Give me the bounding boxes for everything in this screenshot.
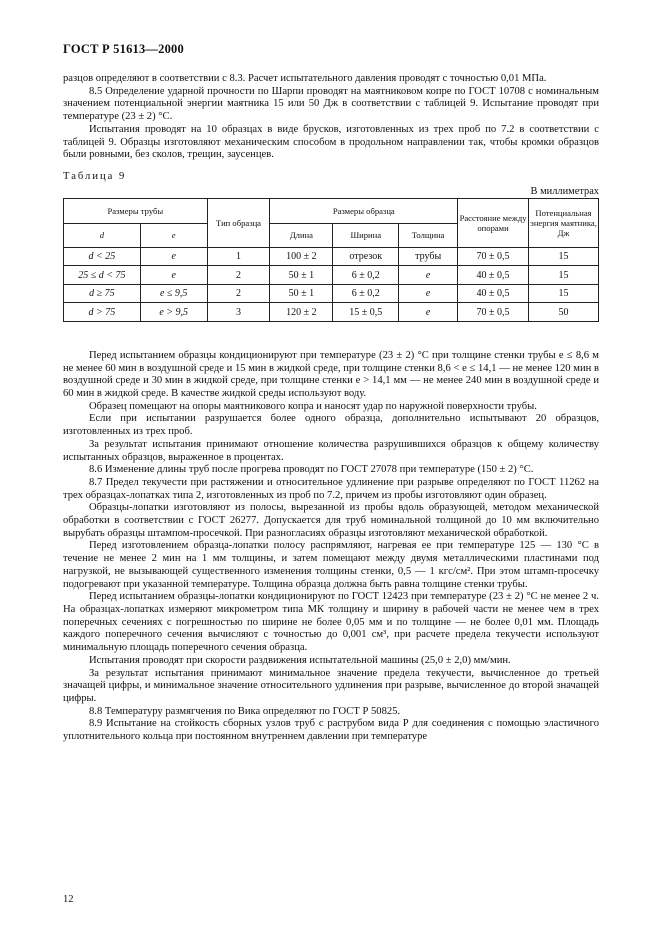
paragraph-8-9: 8.9 Испытание на стойкость сборных узлов труб с раструбом вида Р для соединения с помощью эластичного уплотнительного кольца при постоянном внутреннем давлении при температуре [63, 718, 599, 743]
cell-width: 6 ± 0,2 [333, 284, 399, 303]
paragraph-dumbbell-conditioning: Перед испытанием образцы-лопатки кондиционируют по ГОСТ 12423 при температуре (23 ± 2) °С не менее 2 ч. На образцах-лопатках измеряют микрометром типа МК толщину и ширину в рабочей части не менее чем в трех поперечных сечениях с погрешностью по ширине не более 0,05 мм и по толщине — не более 0,01 мм. Площадь каждого поперечного сечения вычисляют с точностью до 0,001 см³, при расчете предела текучести используют минимальную площадь поперечного сечения образца. [63, 591, 599, 654]
cell-d: d < 25 [64, 247, 141, 266]
table-row [64, 266, 599, 285]
header-distance: Расстояние между опорами [458, 198, 529, 247]
paragraph-8-8: 8.8 Температуру размягчения по Вика определяют по ГОСТ Р 50825. [89, 705, 401, 717]
cell-e: e [140, 266, 207, 285]
body-text [63, 350, 599, 744]
paragraph-8-6: 8.6 Изменение длины труб после прогрева проводят по ГОСТ 27078 при температуре (150 ± 2) °С. [89, 464, 534, 476]
paragraph-yield-result: За результат испытания принимают минимальное значение предела текучести, вычисленное до третьей значащей цифры, и минимальное значение относительного удлинения при разрыве, вычисленное до второй значащей цифры. [63, 667, 599, 704]
cell-d: d ≥ 75 [64, 284, 141, 303]
cell-thickness: e [399, 303, 458, 322]
document-page [63, 42, 599, 744]
header-e: e [140, 223, 207, 247]
paragraph-straightening: Перед изготовлением образца-лопатки полосу распрямляют, нагревая ее при температуре 125 — 130 °С в течение не менее 2 мин на 1 мм толщины, и затем помещают между двумя металлическими пластинами под нагрузкой, не вызывающей существенного изменения толщины стенки, 0,5 — 1 кгс/см². При этом штамп-просечку подогревают при указанной температуре. Толщина образца должна быть равна толщине стенки трубы. [63, 540, 599, 590]
cell-distance: 70 ± 0,5 [458, 247, 529, 266]
cell-distance: 70 ± 0,5 [458, 303, 529, 322]
cell-e: e > 9,5 [140, 303, 207, 322]
cell-type: 2 [207, 284, 270, 303]
cell-type: 2 [207, 266, 270, 285]
cell-width: отрезок [333, 247, 399, 266]
paragraph-conditioning: Перед испытанием образцы кондиционируют при температуре (23 ± 2) °С при толщине стенки трубы e ≤ 8,6 м не менее 60 мин в воздушной среде и 15 мин в жидкой среде, при толщине стенки 8,6 < e ≤ 14,1 — не менее 120 мин в воздушной среде и 30 мин в жидкой среде, при толщине стенки e > 14,1 мм — не менее 240 мин в воздушной среде и 60 мин в жидкой среде. В качестве жидкой среды используют воду. [63, 349, 599, 400]
cell-thickness: e [399, 266, 458, 285]
cell-thickness: e [399, 284, 458, 303]
table-row [64, 247, 599, 266]
cell-energy: 50 [529, 303, 599, 322]
header-sample-size: Размеры образца [270, 198, 458, 223]
cell-length: 50 ± 1 [270, 266, 333, 285]
header-energy: Потенциальная энергия маятника, Дж [529, 198, 599, 247]
paragraph-dumbbells: Образцы-лопатки изготовляют из полосы, вырезанной из пробы вдоль образующей, методом механической обработки в соответствии с ГОСТ 26277. Допускается для труб номинальной толщиной до 10 мм включительно вырубать образцы штампом-просечкой. При разногласиях образцы изготовляют механической обработкой. [63, 502, 599, 539]
table-row [64, 303, 599, 322]
paragraph-8-7: 8.7 Предел текучести при растяжении и относительное удлинение при разрыве определяют по ГОСТ 11262 на трех образцах-лопатках типа 2, изготовленных из проб по 7.2, причем из пробы изготовляют один образец. [63, 476, 599, 501]
paragraph-speed: Испытания проводят при скорости раздвижения испытательной машины (25,0 ± 2,0) мм/мин. [89, 654, 511, 666]
table-9 [63, 198, 599, 322]
cell-length: 120 ± 2 [270, 303, 333, 322]
cell-type: 1 [207, 247, 270, 266]
header-width: Ширина [333, 223, 399, 247]
table-caption: Таблица 9 [63, 170, 127, 182]
paragraph-impact: Образец помещают на опоры маятникового копра и наносят удар по наружной поверхности трубы. [89, 400, 537, 412]
header-thickness: Толщина [399, 223, 458, 247]
header-sample-type: Тип образца [207, 198, 270, 247]
header-d: d [64, 223, 141, 247]
cell-length: 50 ± 1 [270, 284, 333, 303]
cell-distance: 40 ± 0,5 [458, 284, 529, 303]
cell-width: 15 ± 0,5 [333, 303, 399, 322]
table-row [64, 284, 599, 303]
paragraph-8-5: 8.5 Определение ударной прочности по Шарпи проводят на маятниковом копре по ГОСТ 10708 с номинальным значением потенциальной энергии маятника 15 или 50 Дж в соответствии с таблицей 9. Испытание проводят при температуре (23 ± 2) °С. [63, 85, 599, 123]
cell-d: 25 ≤ d < 75 [64, 266, 141, 285]
cell-e: e [140, 247, 207, 266]
cell-e: e ≤ 9,5 [140, 284, 207, 303]
header-length: Длина [270, 223, 333, 247]
header-pipe-size: Размеры трубы [64, 198, 208, 223]
paragraph-retest: Если при испытании разрушается более одного образца, дополнительно испытывают 20 образцов, изготовленных из трех проб. [63, 413, 599, 438]
cell-distance: 40 ± 0,5 [458, 266, 529, 285]
cell-thickness: трубы [399, 247, 458, 266]
page-number: 12 [63, 894, 74, 905]
table-unit: В миллиметрах [530, 185, 599, 197]
cell-width: 6 ± 0,2 [333, 266, 399, 285]
paragraph-continuation: разцов определяют в соответствии с 8.3. Расчет испытательного давления проводят с точностью 0,01 МПа. [63, 73, 547, 84]
cell-energy: 15 [529, 284, 599, 303]
cell-type: 3 [207, 303, 270, 322]
cell-energy: 15 [529, 266, 599, 285]
paragraph-result: За результат испытания принимают отношение количества разрушившихся образцов к общему количеству испытанных образцов, выраженное в процентах. [63, 438, 599, 463]
cell-d: d > 75 [64, 303, 141, 322]
paragraph-samples: Испытания проводят на 10 образцах в виде брусков, изготовленных из трех проб по 7.2 в соответствии с таблицей 9. Образцы изготовляют механическим способом в продольном направлении так, чтобы кромки образцов были ровными, без сколов, трещин, заусенцев. [63, 123, 599, 161]
cell-length: 100 ± 2 [270, 247, 333, 266]
document-header: ГОСТ Р 51613—2000 [63, 42, 184, 56]
cell-energy: 15 [529, 247, 599, 266]
